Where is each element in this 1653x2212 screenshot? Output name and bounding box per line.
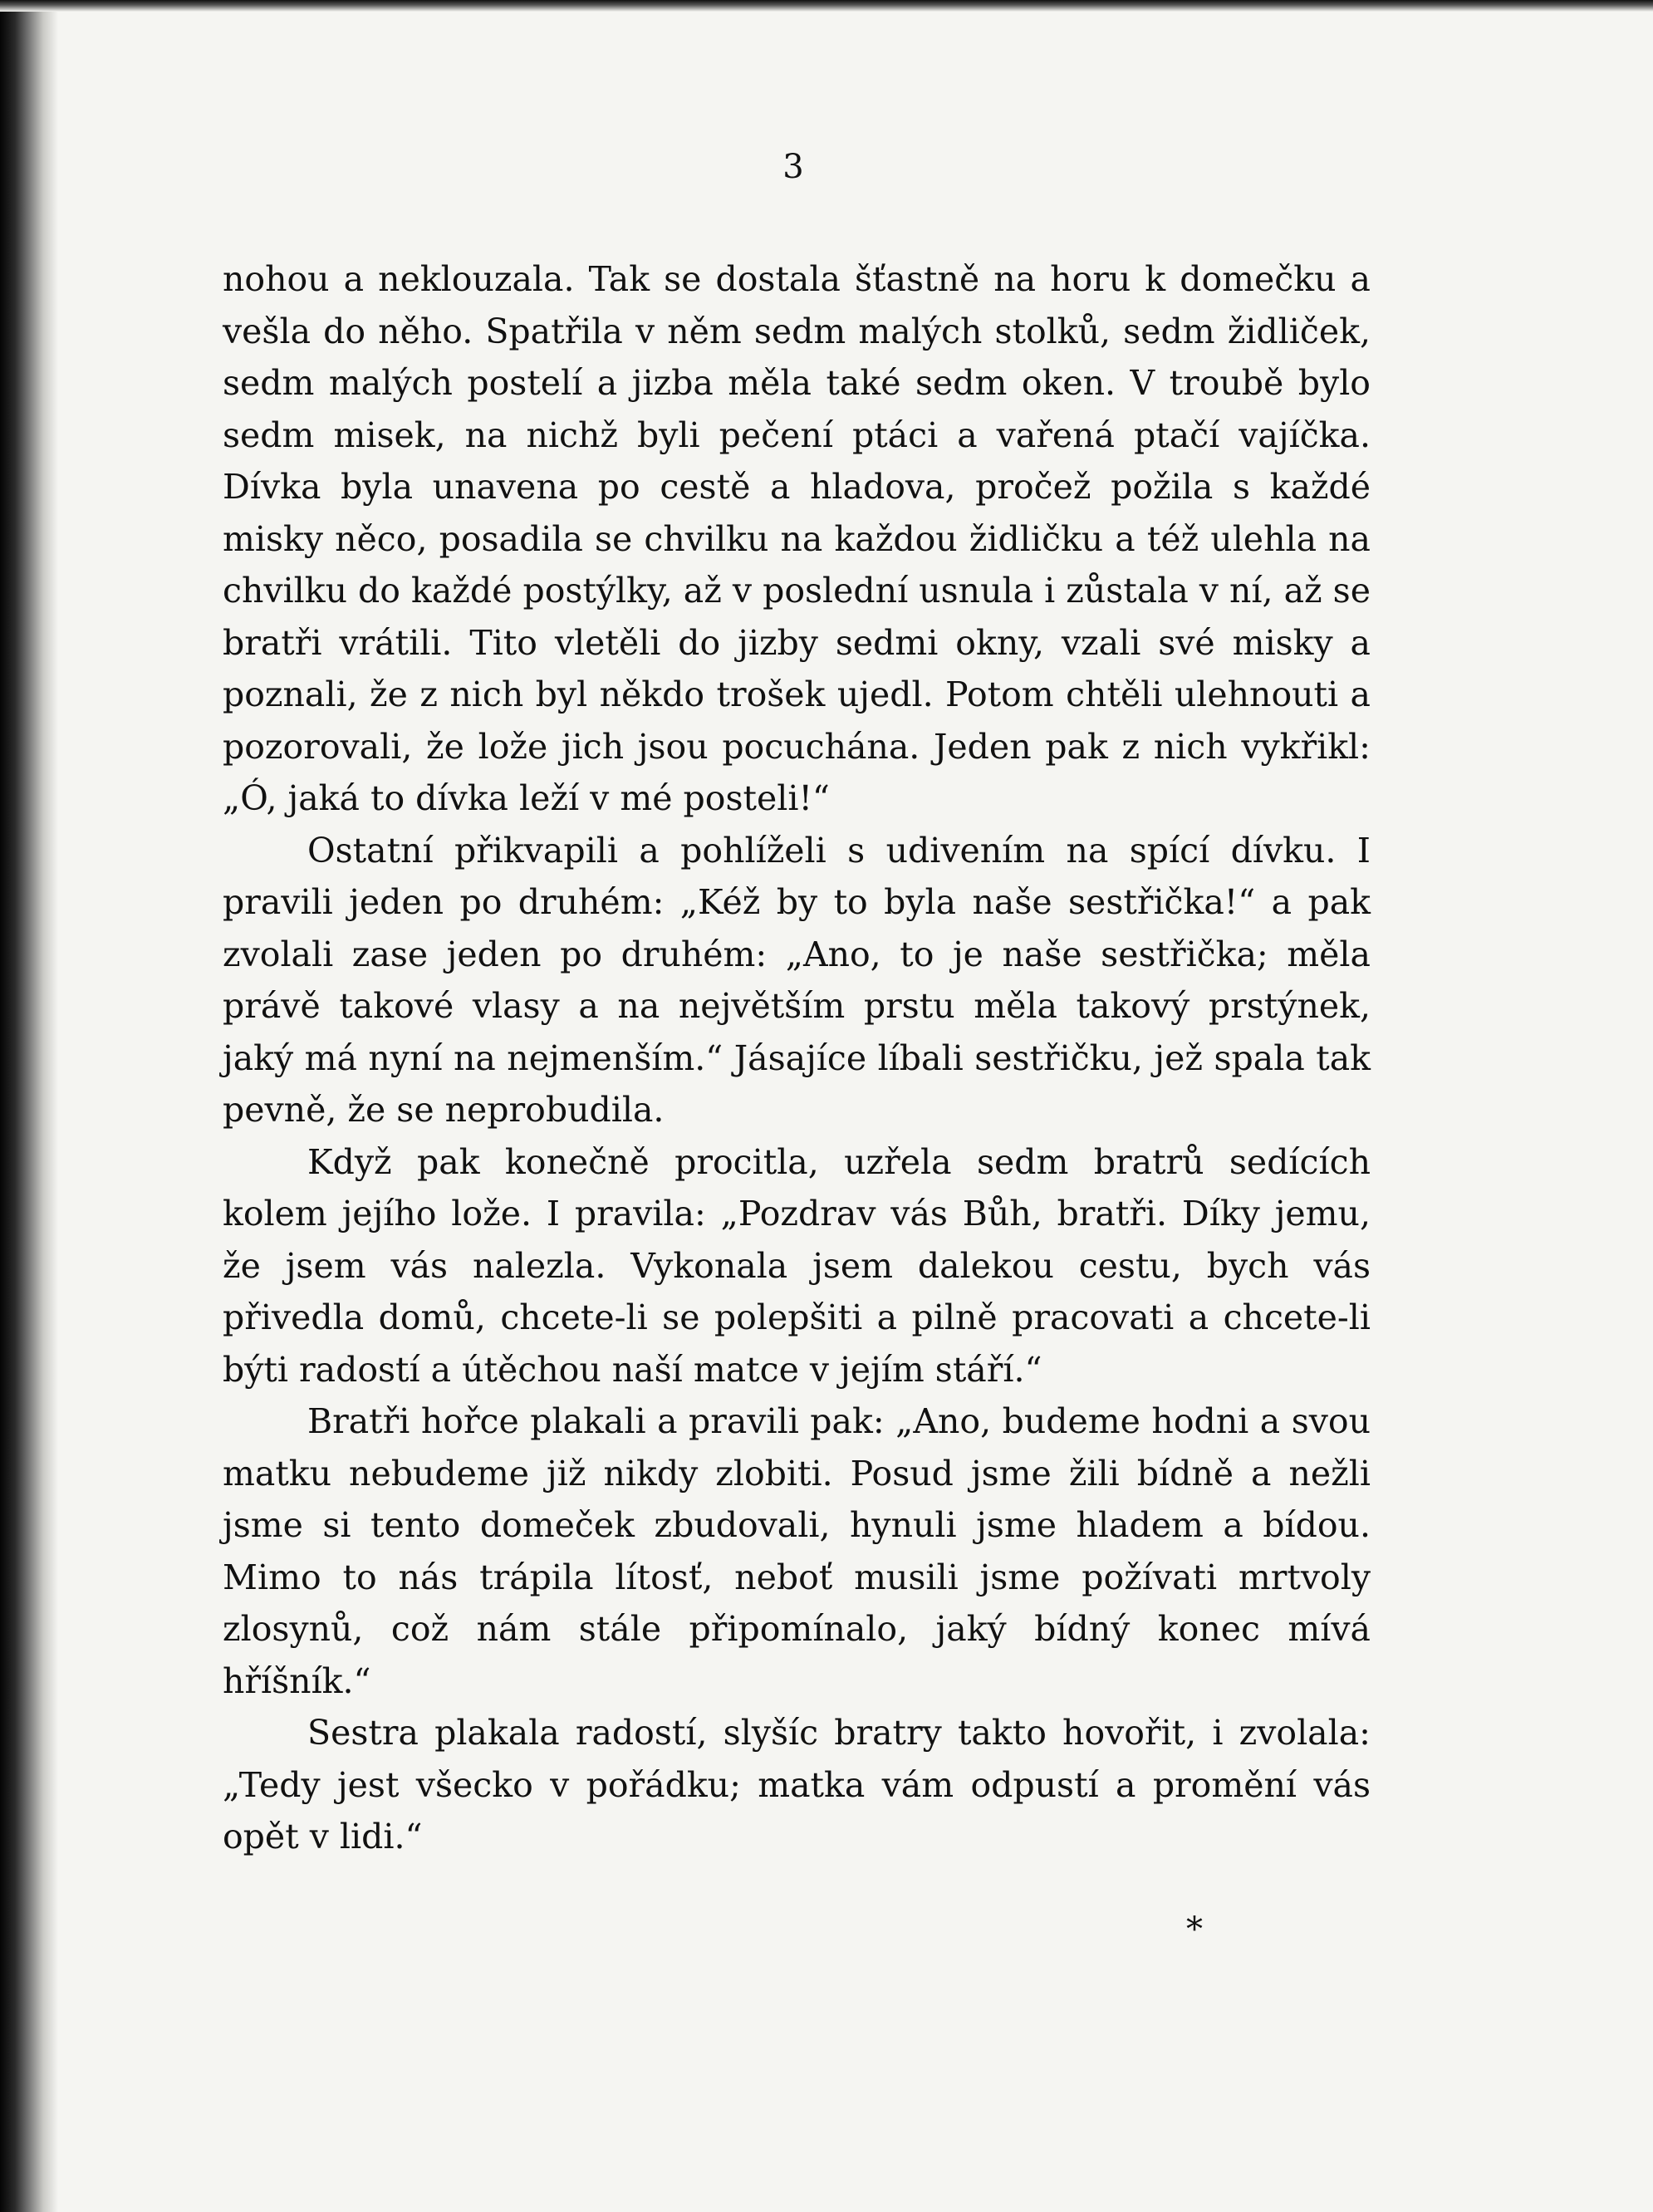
section-break-asterisk: * bbox=[1186, 1910, 1203, 1949]
top-edge bbox=[0, 0, 1653, 12]
paragraph-1: nohou a neklouzala. Tak se dostala šťastně na horu k domečku a vešla do něho. Spatřila v něm sedm malých stolků, sedm židliček, sedm malých postelí a jizba měla také sedm oken. V troubě bylo sedm misek, na nichž byli pečení ptáci a vařená ptačí vajíčka. Dívka byla unavena po cestě a hladova, pročež požila s každé misky něco, posadila se chvilku na každou židličku a též ulehla na chvilku do každé postýlky, až v poslední usnula i zůstala v ní, až se bratři vrátili. Tito vletěli do jizby sedmi okny, vzali své misky a poznali, že z nich byl někdo trošek ujedl. Potom chtěli ulehnouti a pozorovali, že lože jich jsou pocuchána. Jeden pak z nich vykřikl: „Ó, jaká to dívka leží v mé posteli!“ bbox=[223, 259, 1371, 818]
paragraph-2: Ostatní přikvapili a pohlíželi s udivením na spící dívku. I pravili jeden po druhém: „Kéž by to byla naše sestřička!“ a pak zvolali zase jeden po druhém: „Ano, to je naše sestřička; měla právě takové vlasy a na největším prstu měla takový prstýnek, jaký má nyní na nejmenším.“ Jásajíce líbali sestřičku, jež spala tak pevně, že se neprobudila. bbox=[223, 830, 1371, 1130]
body-text bbox=[223, 253, 1371, 1863]
paragraph-5: Sestra plakala radostí, slyšíc bratry takto hovořit, i zvolala: „Tedy jest všecko v pořádku; matka vám odpustí a promění vás opět v lidi.“ bbox=[223, 1713, 1371, 1856]
page-number: 3 bbox=[782, 148, 804, 186]
paragraph-4: Bratři hořce plakali a pravili pak: „Ano, budeme hodni a svou matku nebudeme již nikdy zlobiti. Posud jsme žili bídně a nežli jsme si tento domeček zbudovali, hynuli jsme hladem a bídou. Mimo to nás trápila lítosť, neboť musili jsme požívati mrtvoly zlosynů, což nám stále připomínalo, jaký bídný konec mívá hříšník.“ bbox=[223, 1401, 1371, 1701]
binding-edge bbox=[0, 0, 58, 2212]
paragraph-3: Když pak konečně procitla, uzřela sedm bratrů sedících kolem jejího lože. I pravila: „Pozdrav vás Bůh, bratři. Díky jemu, že jsem vás nalezla. Vykonala jsem dalekou cestu, bych vás přivedla domů, chcete-li se polepšiti a pilně pracovati a chcete-li býti radostí a útěchou naší matce v jejím stáří.“ bbox=[223, 1141, 1371, 1390]
